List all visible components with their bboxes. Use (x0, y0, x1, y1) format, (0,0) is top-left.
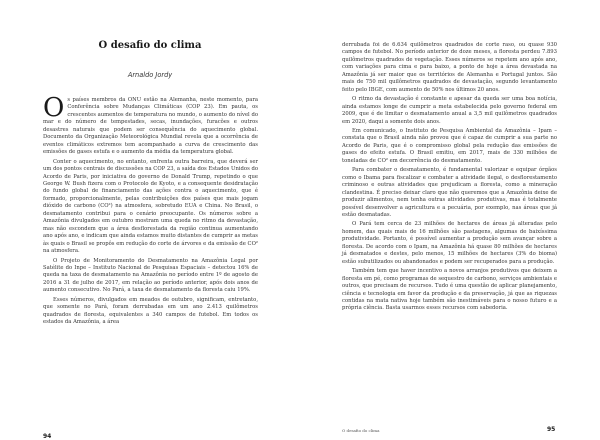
paragraph: Esses números, divulgados em meados de outubro, significam, entretanto, que somente no Pará, foram derrubadas em um ano 2.413 quilômetros quadrados de floresta, equivalentes a 340 campos de futebol. Em todos os estados da Amazônia, a área (43, 296, 258, 326)
paragraph: O Projeto de Monitoramento do Desmatamento na Amazônia Legal por Satélite do Inpe – Instituto Nacional de Pesquisas Espaciais – detectou 16% de queda na taxa de desmatamento na Amazônia no período entre 1º de agosto de 2016 a 31 de julho de 2017, em relação ao período anterior, após dois anos de aumento consecutivo. No Pará, a taxa de desmatamento da floresta caiu 19%. (43, 257, 258, 294)
paragraph: Os países membros da ONU estão na Alemanha, neste momento, para Conferência sobre Mudanças Climáticas (COP 23). Em pauta, os crescentes aumentos de temperatura no mundo, o aumento do nível do mar e do número de tempestades, secas, inundações, furacões e outros desastres naturais que podem ser consequência do aquecimento global. Documento da Organização Meteorológica Mundial revela que a ocorrência de eventos climáticos extremos tem acompanhado a curva de crescimento das emissões de gases estufa e o aumento da média da temperatura global. (43, 93, 258, 156)
left-page (0, 0, 300, 439)
paragraph: O Pará tem cerca de 23 milhões de hectares de áreas já alteradas pelo homem, das quais mais de 16 milhões são pastagens, algumas de baixíssima produtividade. Portanto, é possível aumentar a produção sem avançar sobre a floresta. De acordo com o Ipam, na Amazônia há quase 80 milhões de hectares já desmatados e destes, pelo menos, 15 milhões de hectares (3% do bioma) estão subutilizados ou abandonados e podem ser recuperados para a produção. (342, 221, 557, 265)
paragraph: Também tem que haver incentivo a novos arranjos produtivos que deixem a floresta em pé, como programas de sequestro de carbono, serviços ambientais e outros, que precisam de recursos. Tudo é uma questão de aplicar planejamento, ciência e tecnologia em favor da produção e da preservação, já que as riquezas contidas na mata nativa hoje também são inestimáveis para o nosso futuro e a própria ciência. Basta usarmos esses recursos com sabedoria. (342, 268, 557, 312)
article-author: Arnaldo Jordy (127, 71, 173, 79)
right-page (300, 0, 600, 439)
paragraph: Em comunicado, o Instituto de Pesquisa Ambiental da Amazônia – Ipam – constata que o Brasil ainda não provou que é capaz de cumprir a sua parte no Acordo de Paris, que é o compromisso global pela redução das emissões de gases do efeito estufa. O Brasil emitiu, em 2017, mais de 330 milhões de toneladas de CO² em decorrência do desmatamento. (342, 127, 557, 164)
paragraph: derrubada foi de 6.634 quilômetros quadrados de corte raso, ou quase 930 campos de futebol. No período anterior de doze meses, a floresta perdeu 7.893 quilômetros quadrados de vegetação. Esses números se repetem ano após ano, com variações para cima e para baixo, a ponto de hoje a área devastada na Amazônia já ser maior que os territórios de Alemanha e Portugal juntos. São mais de 750 mil quilômetros quadrados de devastação, segundo levantamento feito pelo IBGE, com aumento de 50% nos últimos 20 anos. (342, 42, 557, 93)
paragraph: O ritmo da devastação é constante e apesar da queda ser uma boa notícia, ainda estamos longe de cumprir a meta estabelecida pelo governo federal em 2009, que é de limitar o desmatamento anual a 3,5 mil quilômetros quadrados em 2020, daqui a somente dois anos. (342, 96, 557, 125)
page-number: 94 (43, 433, 52, 440)
right-text-column (342, 42, 557, 315)
article-title: O desafio do clima (98, 40, 202, 51)
drop-cap: O (43, 93, 65, 123)
paragraph: Para combater o desmatamento, é fundamental valorizar e equipar órgãos como o Ibama para fiscalizar e combater a atividade ilegal, o desflorestamento criminoso e outras atividades que prejudicam a floresta, como a mineração clandestina. É preciso deixar claro que não queremos que a Amazônia deixe de produzir alimentos, nem tenha outras atividades produtivas, mas é totalmente possível desenvolver a agricultura e a pecuária, por exemplo, nas áreas que já estão desmatadas. (342, 167, 557, 218)
left-text-column (43, 93, 258, 329)
page-number: 95 (547, 426, 556, 433)
paragraph: Conter o aquecimento, no entanto, enfrenta outra barreira, que deverá ser um dos pontos centrais de discussões na COP 23, a saída dos Estados Unidos do Acordo de Paris, por iniciativa do governo de Donald Trump, repetindo o que George W. Bush fizera com o Protocolo de Kyoto, e a consequente desidratação do fundo global de financiamento das ações contra o aquecimento, que é formado, proporcionalmente, pelas contribuições dos países que mais jogam dióxido de carbono (CO²) na atmosfera, sobretudo EUA e China. No Brasil, o desmatamento contribui para o cenário preocupante. Os números sobre a Amazônia divulgados em outubro mostram uma queda no ritmo da devastação, mas não escondem que a área desflorestada da região continua aumentando ano após ano, e indicam que ainda estamos muito distantes de cumprir as metas às quais o Brasil se propôs em redução do corte de árvores e da emissão de CO² na atmosfera. (43, 158, 258, 255)
running-footer: O desafio do clima (342, 428, 380, 433)
